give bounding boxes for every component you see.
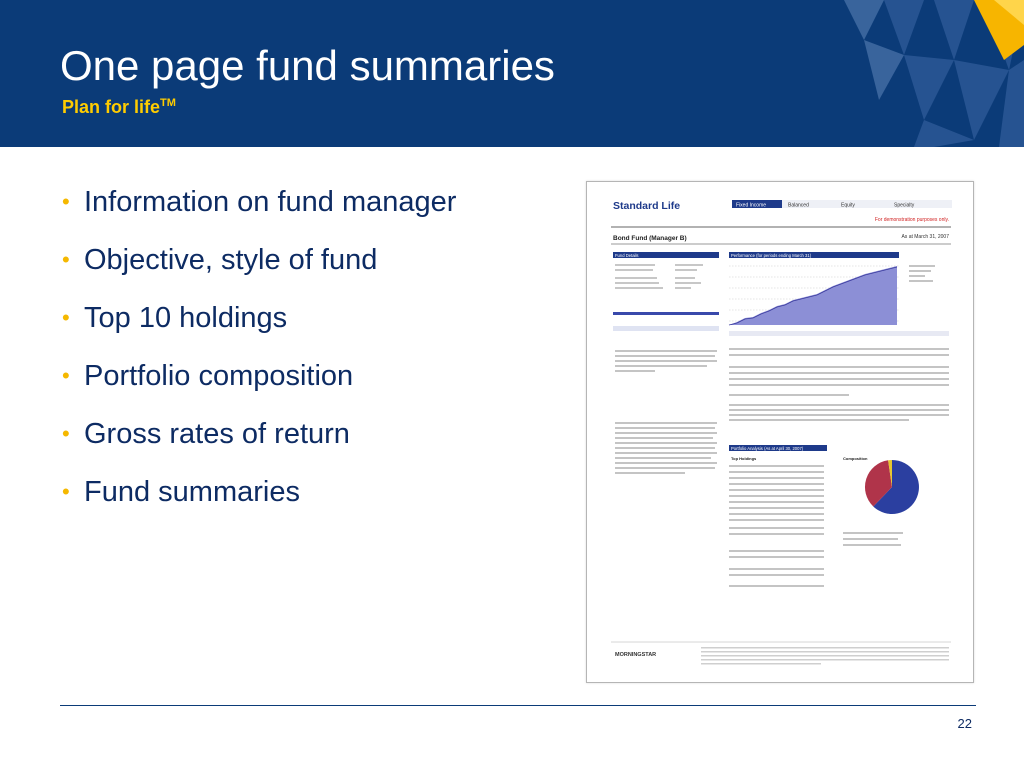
bullet-text: Fund summaries [84,476,300,508]
section-header-label [731,446,804,451]
fund-summary-page-graphic [587,182,973,682]
fund-summary-document-image [586,181,974,683]
subtitle-text: Plan for life [62,97,161,117]
section-header-label [731,253,812,258]
bullet-icon: • [62,421,70,446]
bullet-icon: • [62,189,70,214]
bullet-icon: • [62,479,70,504]
risk-bar [613,312,719,315]
bullet-item [62,242,562,300]
bullet-item [62,300,562,358]
section-header-label: Fund Details [615,253,639,258]
text-lines [615,264,703,289]
disclaimer-lines [701,647,949,665]
bullet-icon: • [62,363,70,388]
chart-legend-lines [909,265,935,282]
bullet-text: Top 10 holdings [84,302,288,334]
page-number: 22 [957,716,972,731]
trademark-mark: TM [160,97,176,109]
bullet-icon: • [62,247,70,272]
demo-notice: For demonstration purposes only. [874,217,949,223]
section-header-period: (As at April 30, 2007) [764,446,804,451]
morningstar-logo-text: MORNINGSTAR [615,652,657,658]
bullet-item [62,416,562,474]
footer-divider [60,705,976,706]
fund-name: Bond Fund (Manager B) [613,235,687,242]
section-header-period: (for periods ending March 31) [756,253,812,258]
bullet-text: Portfolio composition [84,360,354,392]
page-title: One page fund summaries [60,42,555,89]
bullet-item [62,184,562,242]
section-header-title: Performance [731,253,755,258]
table-rows [729,348,949,421]
bullet-text: Gross rates of return [84,418,350,450]
brand-logo-text: Standard Life [613,200,681,212]
as-at-date: As at March 31, 2007 [901,234,949,240]
bullet-text: Objective, style of fund [84,244,378,276]
bullet-item [62,474,562,532]
top-holdings-label: Top Holdings [731,456,757,461]
tab-label: Equity [841,202,855,209]
table-header-bg [729,331,949,336]
objective-text-lines [615,350,717,474]
bullet-text: Information on fund manager [84,186,457,218]
page-subtitle [62,97,176,118]
slide-header [0,0,1024,147]
bullet-icon: • [62,305,70,330]
composition-pie-chart [865,460,919,514]
bullet-item [62,358,562,416]
triangle-pattern-graphic [824,0,1024,147]
tab-label: Fixed Income [736,202,767,209]
tab-label: Specialty [894,202,915,209]
risk-scale [613,326,719,331]
section-header-title: Portfolio Analysis [731,446,763,451]
composition-label: Composition [843,456,868,461]
bullet-list [62,184,562,532]
tab-label: Balanced [788,202,809,209]
performance-area-graphic [729,266,897,325]
